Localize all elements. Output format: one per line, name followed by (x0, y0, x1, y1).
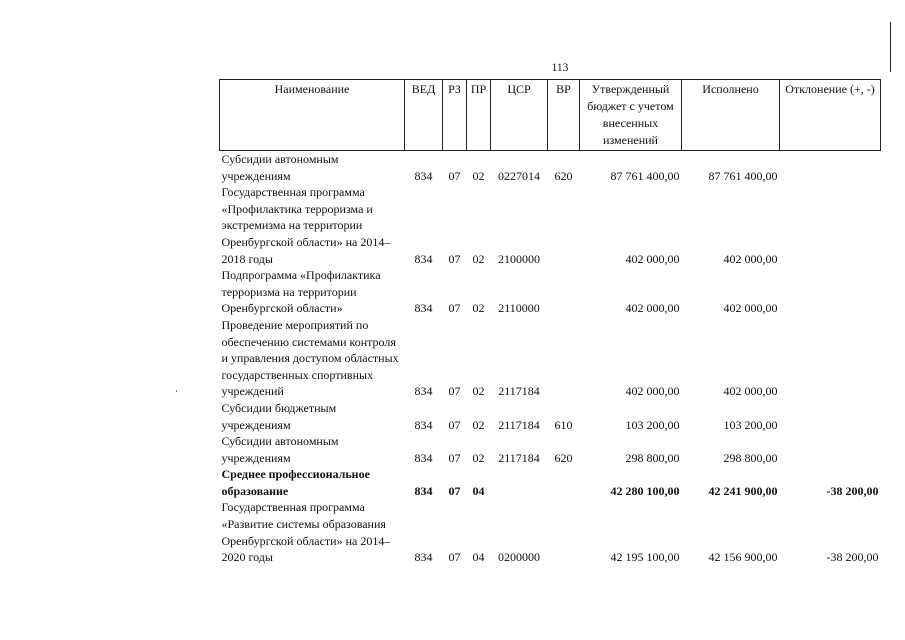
cell-pr: 04 (472, 483, 485, 498)
cell-rz: 07 (448, 251, 461, 266)
cell-rz: 07 (448, 384, 461, 399)
table-row (220, 267, 881, 317)
cell-name: Проведение мероприятий по обеспечению системами контроля и управления доступом областных государственных спортивных учреждений (221, 317, 399, 399)
table-row (220, 184, 881, 267)
header-deviation: Отклонение (+, -) (780, 80, 881, 151)
table-row (220, 317, 881, 400)
cell-budget: 42 280 100,00 (610, 483, 680, 498)
cell-executed: 103 200,00 (723, 417, 778, 432)
table-row (220, 400, 881, 433)
cell-rz: 07 (448, 450, 461, 465)
cell-csr: 2100000 (498, 251, 540, 266)
cell-name: Подпрограмма «Профилактика терроризма на территории Оренбургской области» (221, 268, 381, 316)
cell-name: Субсидии бюджетным учреждениям (221, 400, 337, 432)
cell-deviation (780, 267, 881, 317)
cell-executed: 42 156 900,00 (708, 550, 778, 565)
cell-ved: 834 (414, 301, 433, 316)
table-row (220, 466, 881, 499)
table-row (220, 433, 881, 466)
cell-deviation: -38 200,00 (826, 483, 879, 498)
cell-vr: 610 (554, 417, 573, 432)
cell-ved: 834 (414, 483, 433, 498)
cell-pr: 02 (472, 251, 485, 266)
cell-csr: 2117184 (498, 450, 540, 465)
cell-name: Субсидии автономным учреждениям (221, 434, 339, 465)
cell-deviation (780, 184, 881, 267)
cell-vr: 620 (554, 168, 573, 183)
header-csr: ЦСР (491, 80, 548, 151)
cell-executed: 402 000,00 (723, 251, 778, 266)
cell-executed: 42 241 900,00 (708, 483, 778, 498)
header-vr: ВР (548, 80, 580, 151)
cell-deviation (780, 317, 881, 400)
page-number: 113 (551, 62, 569, 74)
cell-pr: 04 (472, 550, 485, 565)
cell-budget: 103 200,00 (625, 417, 680, 432)
cell-name: Среднее профессиональное образование (221, 467, 370, 498)
cell-csr: 2110000 (498, 301, 540, 316)
cell-pr: 02 (472, 301, 485, 316)
cell-rz: 07 (448, 483, 461, 498)
cell-vr: 620 (554, 450, 573, 465)
cell-budget: 402 000,00 (625, 384, 680, 399)
header-pr: ПР (467, 80, 491, 151)
header-name: Наименование (220, 80, 405, 151)
cell-csr: 0227014 (498, 168, 540, 183)
header-rz: РЗ (443, 80, 467, 151)
cell-budget: 298 800,00 (625, 450, 680, 465)
cell-csr: 0200000 (498, 550, 540, 565)
header-executed: Исполнено (682, 80, 780, 151)
cell-deviation: -38 200,00 (826, 550, 879, 565)
budget-table (219, 79, 881, 566)
cell-name: Государственная программа «Развитие системы образования Оренбургской области» на 2014–2020 годы (221, 500, 391, 565)
cell-vr (548, 499, 580, 565)
cell-csr: 2117184 (498, 417, 540, 432)
cell-rz: 07 (448, 168, 461, 183)
cell-budget: 402 000,00 (625, 301, 680, 316)
table-row (220, 499, 881, 565)
cell-executed: 298 800,00 (723, 450, 778, 465)
cell-ved: 834 (414, 384, 433, 399)
cell-name: Субсидии автономным учреждениям (221, 152, 339, 183)
cell-rz: 07 (448, 301, 461, 316)
cell-pr: 02 (472, 168, 485, 183)
cell-vr (548, 466, 580, 499)
cell-ved: 834 (414, 450, 433, 465)
cell-name: Государственная программа «Профилактика терроризма и экстремизма на территории Оренбургской области» на 2014–2018 годы (221, 185, 391, 266)
header-budget: Утвержденный бюджет с учетом внесенных изменений (580, 80, 682, 151)
table-row (220, 151, 881, 185)
cell-pr: 02 (472, 384, 485, 399)
cell-vr (548, 317, 580, 400)
cell-budget: 87 761 400,00 (610, 168, 680, 183)
cell-executed: 87 761 400,00 (708, 168, 778, 183)
cell-pr: 02 (472, 417, 485, 432)
cell-rz: 07 (448, 550, 461, 565)
margin-tick (176, 390, 177, 392)
cell-budget: 42 195 100,00 (610, 550, 680, 565)
cell-executed: 402 000,00 (723, 301, 778, 316)
cell-deviation (780, 400, 881, 433)
margin-line (890, 22, 891, 72)
cell-vr (548, 184, 580, 267)
cell-ved: 834 (414, 251, 433, 266)
cell-csr: 2117184 (498, 384, 540, 399)
cell-vr (548, 267, 580, 317)
table-header-row (220, 80, 881, 151)
table-body (220, 151, 881, 566)
cell-ved: 834 (414, 168, 433, 183)
cell-budget: 402 000,00 (625, 251, 680, 266)
cell-ved: 834 (414, 550, 433, 565)
cell-deviation (780, 151, 881, 185)
header-ved: ВЕД (405, 80, 443, 151)
cell-deviation (780, 433, 881, 466)
cell-rz: 07 (448, 417, 461, 432)
cell-pr: 02 (472, 450, 485, 465)
cell-ved: 834 (414, 417, 433, 432)
cell-executed: 402 000,00 (723, 384, 778, 399)
cell-csr (491, 466, 548, 499)
